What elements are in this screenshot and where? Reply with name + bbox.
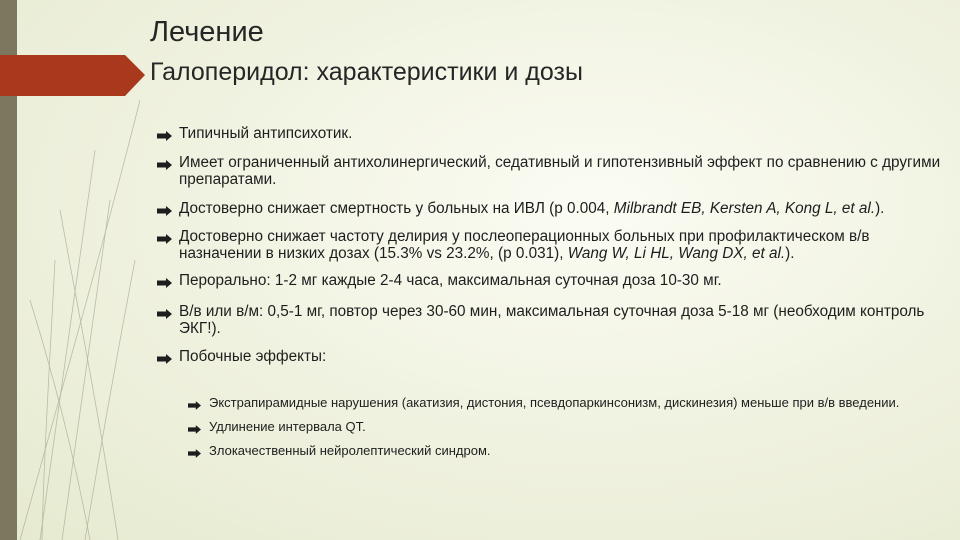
bullet-text: Достоверно снижает частоту делирия у послеоперационных больных при профилактическом в/в назначении в низких дозах (15.3% vs 23.2%, (p 0.031), <box>179 228 870 262</box>
bullet-text: Побочные эффекты: <box>179 348 327 365</box>
bullet-arrow-icon <box>188 446 201 462</box>
bullet-text-end: ). <box>875 200 885 217</box>
sub-bullet-item <box>188 419 938 435</box>
bullet-text: Типичный антипсихотик. <box>179 125 353 142</box>
bullet-text: В/в или в/м: 0,5-1 мг, повтор через 30-60 мин, максимальная суточная доза 5-18 мг (необходим контроль ЭКГ!). <box>179 303 925 337</box>
sub-bullet-item <box>188 395 938 411</box>
citation: Wang W, Li HL, Wang DX, et al. <box>567 245 786 262</box>
bullet-text: Имеет ограниченный антихолинергический, седативный и гипотензивный эффект по сравнению с другими препаратами. <box>179 154 941 188</box>
citation: Milbrandt EB, Kersten A, Kong L, et al. <box>613 200 876 217</box>
sub-bullet-text: Удлинение интервала QT. <box>209 419 366 434</box>
bullet-arrow-icon <box>157 157 172 174</box>
bullet-text: Перорально: 1-2 мг каждые 2-4 часа, максимальная суточная доза 10-30 мг. <box>179 272 722 289</box>
title-accent-arrow <box>0 55 145 96</box>
bullet-arrow-icon <box>188 422 201 438</box>
sub-bullet-text: Злокачественный нейролептический синдром. <box>209 443 491 458</box>
bullet-arrow-icon <box>157 128 172 145</box>
bullet-text: Достоверно снижает смертность у больных на ИВЛ (p 0.004, <box>179 200 614 217</box>
bullet-item <box>157 348 947 365</box>
bullet-arrow-icon <box>188 398 201 414</box>
main-bullet-list <box>157 125 947 365</box>
side-effects-list <box>188 395 938 459</box>
bullet-item <box>157 200 947 217</box>
slide-subtitle: Галоперидол: характеристики и дозы <box>150 58 583 86</box>
sub-bullet-item <box>188 443 938 459</box>
bullet-item <box>157 228 947 262</box>
bullet-arrow-icon <box>157 275 172 292</box>
bullet-arrow-icon <box>157 306 172 323</box>
bullet-text-end: ). <box>785 245 795 262</box>
bullet-item <box>157 303 947 337</box>
sub-bullet-text: Экстрапирамидные нарушения (акатизия, дистония, псевдопаркинсонизм, дискинезия) меньше при в/в введении. <box>209 395 900 410</box>
bullet-item <box>157 154 947 188</box>
bullet-item <box>157 272 947 289</box>
bullet-arrow-icon <box>157 203 172 220</box>
slide-title: Лечение <box>150 16 264 48</box>
bullet-arrow-icon <box>157 231 172 248</box>
bullet-arrow-icon <box>157 351 172 368</box>
grass-lines <box>20 100 140 540</box>
bullet-item <box>157 125 947 142</box>
